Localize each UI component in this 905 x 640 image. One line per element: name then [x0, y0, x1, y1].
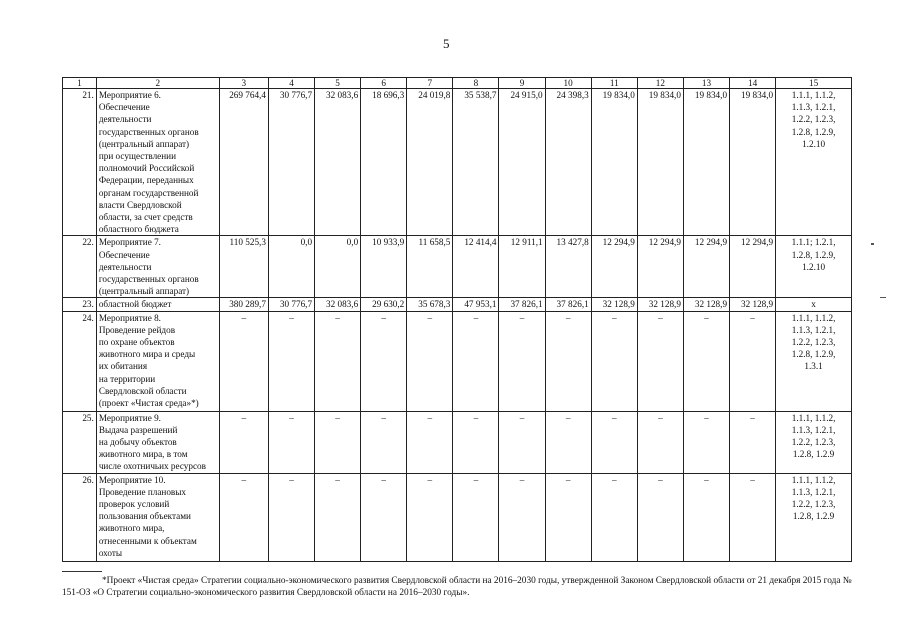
column-number-8: 8: [453, 78, 499, 89]
column-number-15: 15: [776, 78, 852, 89]
column-number-9: 9: [499, 78, 545, 89]
funding-value: 30 776,7: [268, 298, 314, 311]
funding-value: 32 128,9: [683, 298, 729, 311]
column-number-3: 3: [219, 78, 268, 89]
funding-value: –: [407, 473, 453, 561]
footnote: *Проект «Чистая среда» Стратегии социально-экономического развития Свердловской области на 2016–2030 годы, утвержденной Законом Свердловской области от 21 декабря 2015 года № 151-ОЗ «О Стратегии социально-экономического развития Свердловской области на 2016–2030 годы».: [62, 576, 852, 598]
funding-value: 0,0: [315, 236, 361, 298]
funding-value: –: [730, 411, 776, 473]
funding-value: 19 834,0: [683, 89, 729, 236]
activity-name: Мероприятие 8. Проведение рейдов по охране объектов животного мира и среды их обитания на территории Свердловской области (проект «Чистая среда»*): [96, 311, 219, 411]
target-indicator-refs: x: [776, 298, 852, 311]
row-number: 26.: [63, 473, 97, 561]
column-number-14: 14: [730, 78, 776, 89]
funding-value: –: [219, 473, 268, 561]
page-number: 5: [443, 36, 450, 51]
scan-speck: [871, 243, 874, 245]
funding-value: –: [453, 411, 499, 473]
column-number-6: 6: [361, 78, 407, 89]
funding-value: 47 953,1: [453, 298, 499, 311]
funding-value: –: [407, 311, 453, 411]
table-row: [63, 411, 852, 473]
funding-value: –: [637, 311, 683, 411]
column-number-2: 2: [96, 78, 219, 89]
funding-value: –: [637, 411, 683, 473]
funding-value: 30 776,7: [268, 89, 314, 236]
funding-value: –: [268, 411, 314, 473]
column-number-1: 1: [63, 78, 97, 89]
funding-value: 35 678,3: [407, 298, 453, 311]
funding-value: 19 834,0: [591, 89, 637, 236]
activity-name: Мероприятие 7. Обеспечение деятельности государственных органов (центральный аппарат): [96, 236, 219, 298]
funding-value: –: [683, 311, 729, 411]
funding-value: 11 658,5: [407, 236, 453, 298]
funding-value: –: [499, 311, 545, 411]
funding-value: –: [315, 473, 361, 561]
funding-value: –: [591, 473, 637, 561]
funding-value: –: [591, 311, 637, 411]
row-number: 24.: [63, 311, 97, 411]
footnote-rule: [62, 571, 102, 572]
funding-value: –: [315, 311, 361, 411]
column-number-7: 7: [407, 78, 453, 89]
table-row: [63, 473, 852, 561]
funding-value: –: [683, 411, 729, 473]
activity-name: областной бюджет: [96, 298, 219, 311]
activity-name: Мероприятие 6. Обеспечение деятельности государственных органов (центральный аппарат) при осуществлении полномочий Российской Федерации, переданных органам государственной власти Свердловской области, за счет средств областного бюджета: [96, 89, 219, 236]
funding-value: 18 696,3: [361, 89, 407, 236]
activity-name: Мероприятие 10. Проведение плановых проверок условий пользования объектами животного мира, отнесенными к объектам охоты: [96, 473, 219, 561]
funding-value: 12 414,4: [453, 236, 499, 298]
funding-value: 13 427,8: [545, 236, 591, 298]
funding-value: –: [545, 311, 591, 411]
funding-value: 110 525,3: [219, 236, 268, 298]
funding-value: 380 289,7: [219, 298, 268, 311]
funding-value: –: [268, 473, 314, 561]
funding-value: –: [453, 473, 499, 561]
funding-value: 24 398,3: [545, 89, 591, 236]
funding-value: –: [453, 311, 499, 411]
column-number-4: 4: [268, 78, 314, 89]
column-number-header: [63, 78, 852, 89]
table-row: [63, 311, 852, 411]
funding-value: 32 083,6: [315, 89, 361, 236]
funding-value: 24 915,0: [499, 89, 545, 236]
table-body: [63, 78, 852, 562]
funding-value: –: [407, 411, 453, 473]
funding-value: 12 911,1: [499, 236, 545, 298]
table-row: [63, 89, 852, 236]
column-number-13: 13: [683, 78, 729, 89]
funding-value: 32 128,9: [591, 298, 637, 311]
target-indicator-refs: 1.1.1, 1.1.2, 1.1.3, 1.2.1, 1.2.2, 1.2.3, 1.2.8, 1.2.9, 1.3.1: [776, 311, 852, 411]
target-indicator-refs: 1.1.1, 1.1.2, 1.1.3, 1.2.1, 1.2.2, 1.2.3, 1.2.8, 1.2.9, 1.2.10: [776, 89, 852, 236]
funding-value: 37 826,1: [499, 298, 545, 311]
funding-value: –: [268, 311, 314, 411]
scan-speck: [880, 297, 886, 298]
funding-value: –: [361, 473, 407, 561]
funding-value: 32 128,9: [730, 298, 776, 311]
funding-value: 12 294,9: [591, 236, 637, 298]
target-indicator-refs: 1.1.1, 1.1.2, 1.1.3, 1.2.1, 1.2.2, 1.2.3, 1.2.8, 1.2.9: [776, 411, 852, 473]
column-number-10: 10: [545, 78, 591, 89]
funding-value: –: [499, 411, 545, 473]
funding-value: 35 538,7: [453, 89, 499, 236]
funding-value: 0,0: [268, 236, 314, 298]
funding-value: –: [315, 411, 361, 473]
activity-name: Мероприятие 9. Выдача разрешений на добычу объектов животного мира, в том числе охотничьих ресурсов: [96, 411, 219, 473]
funding-value: 12 294,9: [683, 236, 729, 298]
funding-value: –: [361, 411, 407, 473]
row-number: 21.: [63, 89, 97, 236]
row-number: 22.: [63, 236, 97, 298]
funding-value: 24 019,8: [407, 89, 453, 236]
funding-value: –: [683, 473, 729, 561]
column-number-11: 11: [591, 78, 637, 89]
funding-value: –: [499, 473, 545, 561]
row-number: 23.: [63, 298, 97, 311]
column-number-5: 5: [315, 78, 361, 89]
funding-value: –: [591, 411, 637, 473]
table-row: [63, 236, 852, 298]
column-number-12: 12: [637, 78, 683, 89]
funding-value: 10 933,9: [361, 236, 407, 298]
funding-value: 19 834,0: [730, 89, 776, 236]
row-number: 25.: [63, 411, 97, 473]
target-indicator-refs: 1.1.1, 1.1.2, 1.1.3, 1.2.1, 1.2.2, 1.2.3, 1.2.8, 1.2.9: [776, 473, 852, 561]
funding-value: 32 128,9: [637, 298, 683, 311]
funding-value: 19 834,0: [637, 89, 683, 236]
funding-value: 32 083,6: [315, 298, 361, 311]
funding-value: 37 826,1: [545, 298, 591, 311]
program-table: [62, 77, 852, 562]
funding-value: –: [545, 411, 591, 473]
funding-value: –: [219, 411, 268, 473]
funding-value: –: [545, 473, 591, 561]
target-indicator-refs: 1.1.1; 1.2.1, 1.2.8, 1.2.9, 1.2.10: [776, 236, 852, 298]
funding-value: –: [637, 473, 683, 561]
table-row: [63, 298, 852, 311]
funding-value: –: [730, 473, 776, 561]
funding-value: –: [361, 311, 407, 411]
funding-value: –: [730, 311, 776, 411]
funding-value: 12 294,9: [730, 236, 776, 298]
funding-value: 269 764,4: [219, 89, 268, 236]
funding-value: 29 630,2: [361, 298, 407, 311]
funding-value: 12 294,9: [637, 236, 683, 298]
funding-value: –: [219, 311, 268, 411]
